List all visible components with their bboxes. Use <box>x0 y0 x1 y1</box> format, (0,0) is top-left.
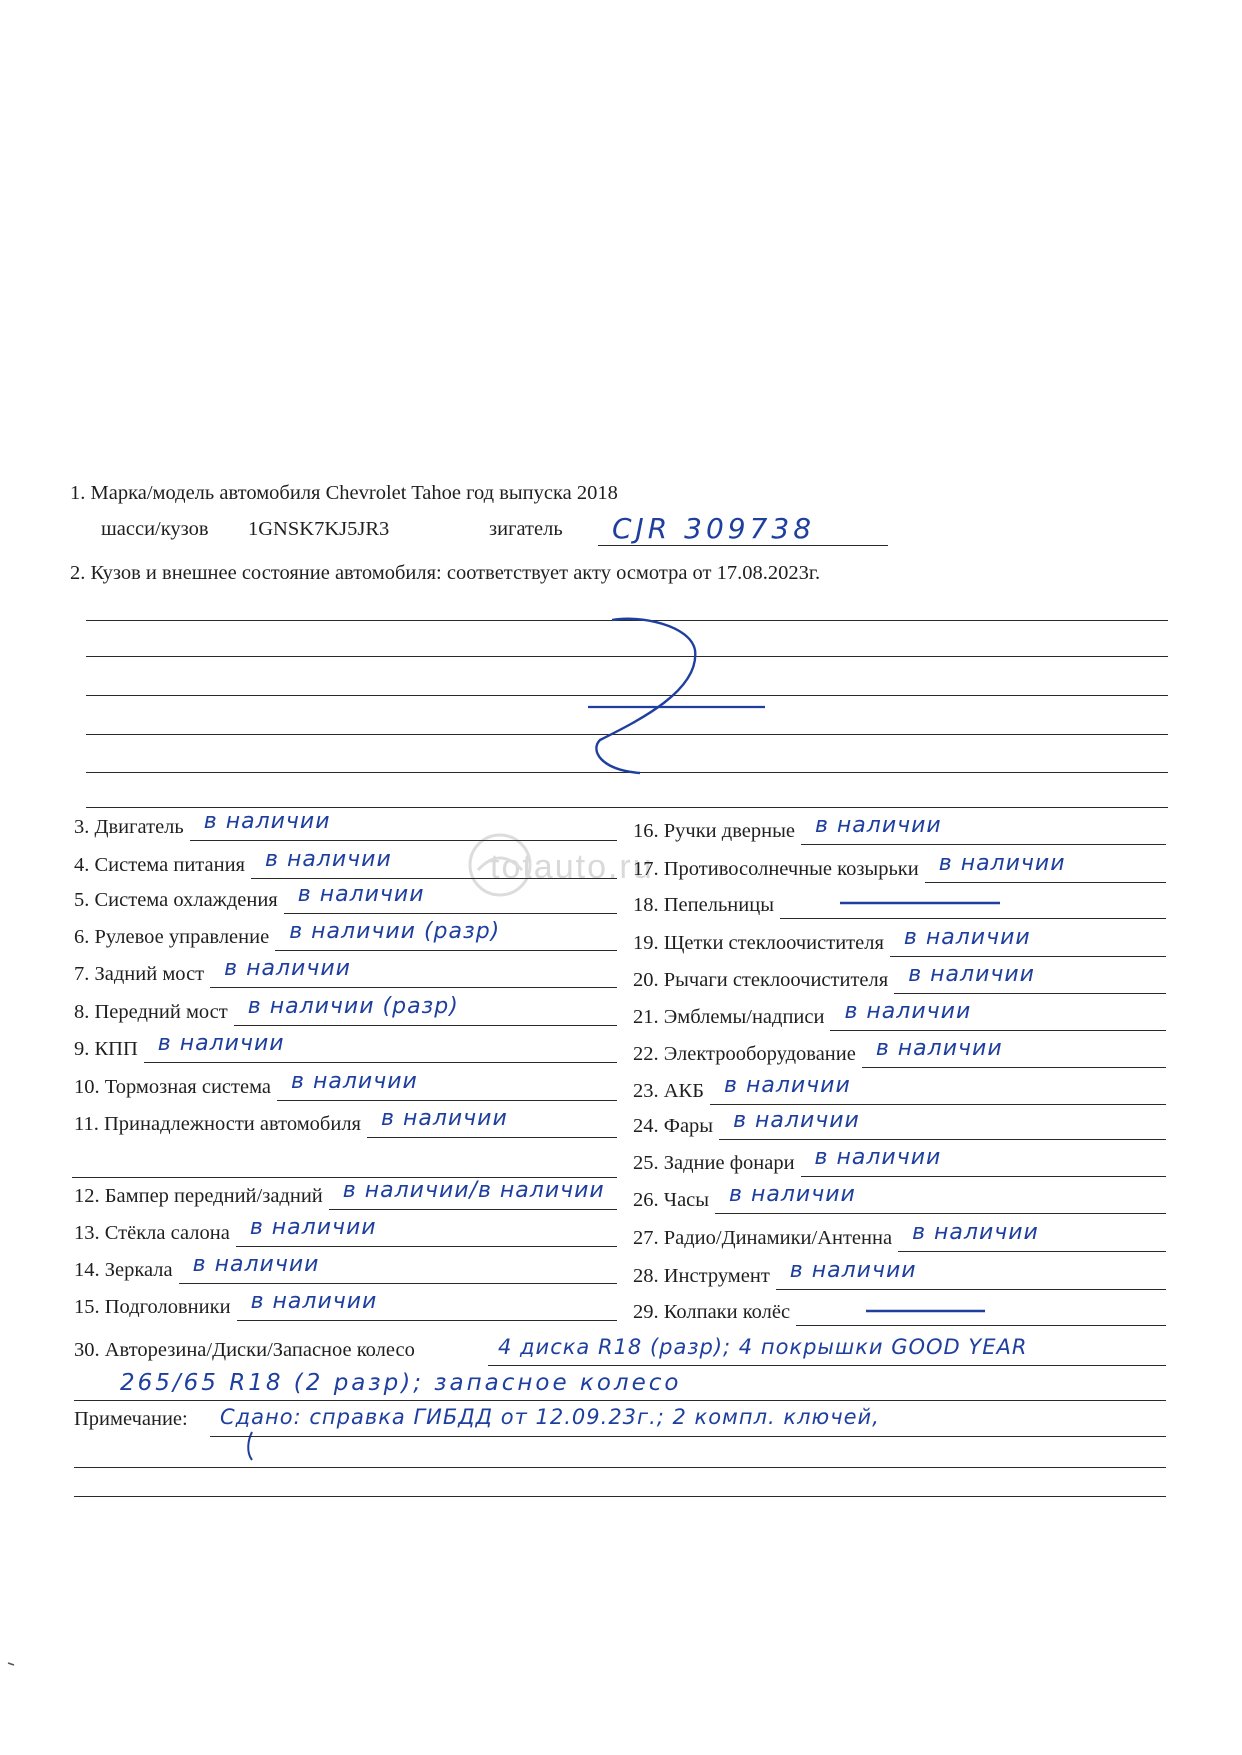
left-item-value-handwritten: в наличии <box>224 956 351 981</box>
left-item-label: 9. КПП <box>74 1038 138 1060</box>
line-2-body: 2. Кузов и внешнее состояние автомобиля: соответствует акту осмотра от 17.08.2023г. <box>70 562 821 584</box>
left-item-underline <box>210 987 617 988</box>
right-item-value-handwritten: в наличии <box>938 851 1066 876</box>
right-item-label: 19. Щетки стеклоочистителя <box>633 932 884 954</box>
chassis-label: шасси/кузов <box>101 518 209 540</box>
right-item-label: 22. Электрооборудование <box>633 1043 856 1065</box>
left-item-underline <box>190 840 617 841</box>
left-item-underline <box>277 1100 617 1101</box>
left-item-value-handwritten: в наличии (разр) <box>247 994 459 1019</box>
right-item-label: 21. Эмблемы/надписи <box>633 1006 825 1028</box>
right-item-underline <box>830 1030 1166 1031</box>
left-item-value-handwritten: в наличии <box>381 1106 508 1131</box>
note-label: Примечание: <box>74 1408 188 1430</box>
left-item-underline <box>284 913 617 914</box>
right-item-value-handwritten: в наличии <box>789 1258 917 1283</box>
left-item-label: 4. Система питания <box>74 854 245 876</box>
left-item-value-handwritten: в наличии (разр) <box>289 919 501 944</box>
right-item-value-handwritten: в наличии <box>729 1182 856 1207</box>
left-item-value-handwritten: в наличии <box>291 1069 418 1094</box>
right-item-label: 28. Инструмент <box>633 1265 770 1287</box>
tires-label: 30. Авторезина/Диски/Запасное колесо <box>74 1339 415 1361</box>
tires-value-1: 4 диска R18 (разр); 4 покрышки GOOD YEAR <box>498 1335 1028 1359</box>
left-item-value-handwritten: в наличии <box>249 1215 377 1240</box>
right-item-label: 17. Противосолнечные козырьки <box>633 858 919 880</box>
left-item-underline <box>144 1062 617 1063</box>
left-item-label: 11. Принадлежности автомобиля <box>74 1113 361 1135</box>
right-item-label: 23. АКБ <box>633 1080 704 1102</box>
left-item-underline <box>275 950 617 951</box>
line-1-vehicle: 1. Марка/модель автомобиля Chevrolet Tahoe год выпуска 2018 <box>70 482 618 504</box>
right-item-label: 20. Рычаги стеклоочистителя <box>633 969 889 991</box>
left-item-underline <box>234 1025 617 1026</box>
right-item-value-handwritten: в наличии <box>814 813 942 838</box>
right-item-underline <box>710 1104 1166 1105</box>
right-item-value-handwritten: в наличии <box>724 1073 851 1098</box>
right-item-underline <box>719 1139 1166 1140</box>
watermark-text: totauto.ru <box>490 848 654 886</box>
right-item-label: 18. Пепельницы <box>633 894 774 916</box>
right-item-underline <box>796 1325 1166 1326</box>
left-item-value-handwritten: в наличии <box>203 809 331 834</box>
note-underline-2 <box>74 1467 1166 1468</box>
tires-underline-1 <box>488 1365 1166 1366</box>
right-item-label: 27. Радио/Динамики/Антенна <box>633 1227 893 1249</box>
right-item-underline <box>894 993 1166 994</box>
left-item-label: 8. Передний мост <box>74 1001 228 1023</box>
right-item-label: 26. Часы <box>633 1189 710 1211</box>
tires-underline-2 <box>74 1400 1166 1401</box>
right-item-underline <box>862 1067 1166 1068</box>
note-underline-3 <box>74 1496 1166 1497</box>
note-underline-1 <box>210 1436 1166 1437</box>
right-item-underline <box>780 918 1166 919</box>
right-item-value-handwritten: в наличии <box>844 999 972 1024</box>
tires-value-2: 265/65 R18 (2 разр); запасное колесо <box>120 1370 682 1396</box>
left-item-label: 13. Стёкла салона <box>74 1222 230 1244</box>
engine-value-handwritten: CJR 309738 <box>612 512 816 545</box>
left-item-value-handwritten: в наличии <box>250 1289 378 1314</box>
right-item-underline <box>801 844 1166 845</box>
left-item-label: 3. Двигатель <box>74 816 184 838</box>
left-item-underline <box>237 1320 617 1321</box>
left-item-value-handwritten: в наличии <box>297 882 425 907</box>
left-item-label: 5. Система охлаждения <box>74 889 278 911</box>
right-item-underline <box>925 882 1166 883</box>
right-item-underline <box>898 1251 1166 1252</box>
right-item-underline <box>801 1176 1166 1177</box>
right-item-label: 25. Задние фонари <box>633 1152 795 1174</box>
right-item-value-handwritten: в наличии <box>733 1108 860 1133</box>
right-item-label: 24. Фары <box>633 1115 714 1137</box>
left-item-value-handwritten: в наличии <box>157 1031 285 1056</box>
engine-label: зигатель <box>489 518 563 540</box>
left-item-label: 6. Рулевое управление <box>74 926 270 948</box>
left-item-value-handwritten: в наличии <box>264 847 392 872</box>
right-item-underline <box>715 1213 1166 1214</box>
chassis-value: 1GNSK7KJ5JR3 <box>248 518 390 540</box>
right-item-value-handwritten: в наличии <box>814 1145 942 1170</box>
right-item-underline <box>890 956 1166 957</box>
left-item-underline <box>236 1246 617 1247</box>
right-item-value-handwritten: в наличии <box>875 1036 1003 1061</box>
left-item-label: 7. Задний мост <box>74 963 205 985</box>
left-item-value-handwritten: в наличии/в наличии <box>342 1178 605 1203</box>
left-item-underline <box>329 1209 617 1210</box>
right-item-underline <box>776 1289 1166 1290</box>
right-item-label: 16. Ручки дверные <box>633 820 795 842</box>
left-item-label: 14. Зеркала <box>74 1259 173 1281</box>
right-item-value-handwritten: в наличии <box>912 1220 1039 1245</box>
left-item-underline <box>179 1283 617 1284</box>
left-item-value-handwritten: в наличии <box>192 1252 320 1277</box>
left-item-label: 10. Тормозная система <box>74 1076 272 1098</box>
left-item-label: 12. Бампер передний/задний <box>74 1185 323 1207</box>
note-value: Сдано: справка ГИБДД от 12.09.23г.; 2 компл. ключей, <box>220 1405 880 1429</box>
left-item-underline <box>367 1137 617 1138</box>
right-item-value-handwritten: в наличии <box>903 925 1031 950</box>
left-item-underline <box>251 878 617 879</box>
left-item-label: 15. Подголовники <box>74 1296 231 1318</box>
right-item-label: 29. Колпаки колёс <box>633 1301 791 1323</box>
right-item-value-handwritten: в наличии <box>908 962 1035 987</box>
